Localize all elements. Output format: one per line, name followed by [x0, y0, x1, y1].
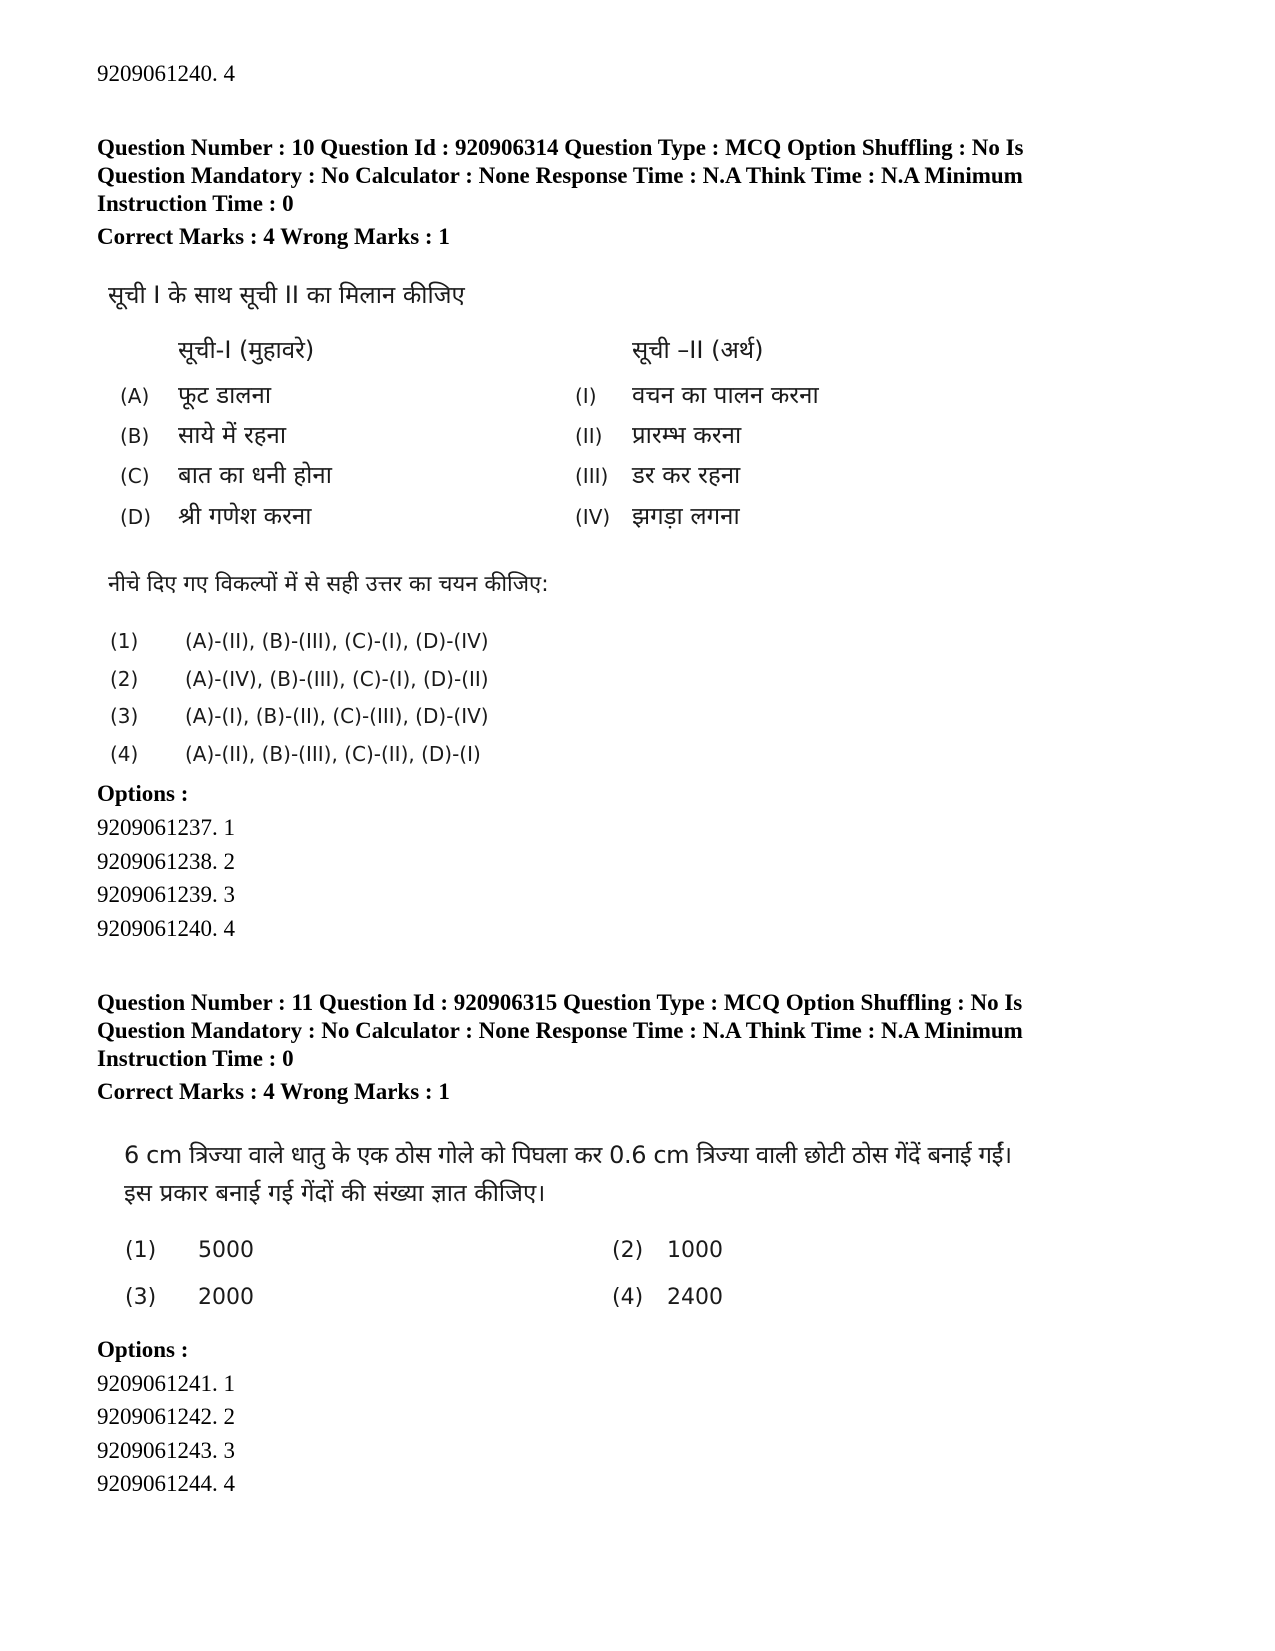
q10-choice-3-num: (3) [110, 704, 139, 728]
q10-list1-header: सूची-I (मुहावरे) [178, 336, 315, 364]
q10-choice-4-num: (4) [110, 742, 139, 766]
q10-row-c-text: बात का धनी होना [178, 461, 332, 489]
q11-question-line-2: इस प्रकार बनाई गई गेंदों की संख्या ज्ञात कीजिए। [124, 1179, 546, 1207]
q11-option-2: 9209061242. 2 [97, 1404, 235, 1429]
q11-options-label: Options : [97, 1337, 189, 1362]
q10-row-a-text: फूट डालना [178, 381, 272, 409]
q10-choice-1-num: (1) [110, 629, 139, 653]
q11-choice-4-num: (4) [612, 1285, 644, 1310]
q11-meta-line-2: Question Mandatory : No Calculator : None Response Time : N.A Think Time : N.A Minimum [97, 1018, 1023, 1043]
q10-marks: Correct Marks : 4 Wrong Marks : 1 [97, 224, 450, 249]
q10-option-2: 9209061238. 2 [97, 849, 235, 874]
q10-row-d-meaning-label: (IV) [575, 505, 611, 529]
q10-row-c-label: (C) [120, 464, 150, 488]
q10-row-a-meaning-label: (I) [575, 384, 597, 408]
q10-row-d-text: श्री गणेश करना [178, 502, 312, 530]
q10-row-b-meaning-label: (II) [575, 424, 603, 448]
q11-choice-1-text: 5000 [198, 1238, 254, 1263]
q11-choice-4-text: 2400 [667, 1285, 723, 1310]
q10-choice-2-num: (2) [110, 667, 139, 691]
q11-meta-line-3: Instruction Time : 0 [97, 1046, 294, 1071]
q10-row-d-meaning: झगड़ा लगना [632, 502, 740, 530]
q11-option-1: 9209061241. 1 [97, 1371, 235, 1396]
q10-row-d-label: (D) [120, 505, 152, 529]
q10-row-a-meaning: वचन का पालन करना [632, 381, 819, 409]
q11-option-4: 9209061244. 4 [97, 1471, 235, 1496]
previous-option-line: 9209061240. 4 [97, 61, 235, 86]
q10-choice-4-text: (A)-(II), (B)-(III), (C)-(II), (D)-(I) [185, 742, 481, 766]
q10-option-4: 9209061240. 4 [97, 916, 235, 941]
q11-marks: Correct Marks : 4 Wrong Marks : 1 [97, 1079, 450, 1104]
q10-option-3: 9209061239. 3 [97, 882, 235, 907]
q10-row-b-label: (B) [120, 424, 150, 448]
q10-row-b-text: साये में रहना [178, 421, 287, 449]
q10-choice-1-text: (A)-(II), (B)-(III), (C)-(I), (D)-(IV) [185, 629, 489, 653]
q10-meta-line-2: Question Mandatory : No Calculator : None Response Time : N.A Think Time : N.A Minimum [97, 163, 1023, 188]
q10-option-1: 9209061237. 1 [97, 815, 235, 840]
q10-choose-text: नीचे दिए गए विकल्पों में से सही उत्तर का चयन कीजिए: [108, 572, 549, 597]
q11-choice-2-text: 1000 [667, 1238, 723, 1263]
q10-instruction: सूची I के साथ सूची II का मिलान कीजिए [108, 281, 465, 309]
q11-choice-3-text: 2000 [198, 1285, 254, 1310]
q11-choice-1-num: (1) [125, 1238, 157, 1263]
q10-meta-line-1: Question Number : 10 Question Id : 920906314 Question Type : MCQ Option Shuffling : No Is [97, 135, 1024, 160]
q10-list2-header: सूची –II (अर्थ) [632, 336, 764, 364]
q11-option-3: 9209061243. 3 [97, 1438, 235, 1463]
q10-meta-line-3: Instruction Time : 0 [97, 191, 294, 216]
q10-row-c-meaning: डर कर रहना [632, 461, 741, 489]
q10-row-c-meaning-label: (III) [575, 464, 609, 488]
q10-options-label: Options : [97, 781, 189, 806]
q10-row-a-label: (A) [120, 384, 150, 408]
q11-question-line-1: 6 cm त्रिज्या वाले धातु के एक ठोस गोले को पिघला कर 0.6 cm त्रिज्या वाली छोटी ठोस गेंदें बनाई गईं। [124, 1141, 1012, 1169]
q11-meta-line-1: Question Number : 11 Question Id : 920906315 Question Type : MCQ Option Shuffling : No Is [97, 990, 1023, 1015]
q11-choice-2-num: (2) [612, 1238, 644, 1263]
q10-choice-2-text: (A)-(IV), (B)-(III), (C)-(I), (D)-(II) [185, 667, 489, 691]
q11-choice-3-num: (3) [125, 1285, 157, 1310]
q10-row-b-meaning: प्रारम्भ करना [632, 421, 742, 449]
q10-choice-3-text: (A)-(I), (B)-(II), (C)-(III), (D)-(IV) [185, 704, 489, 728]
